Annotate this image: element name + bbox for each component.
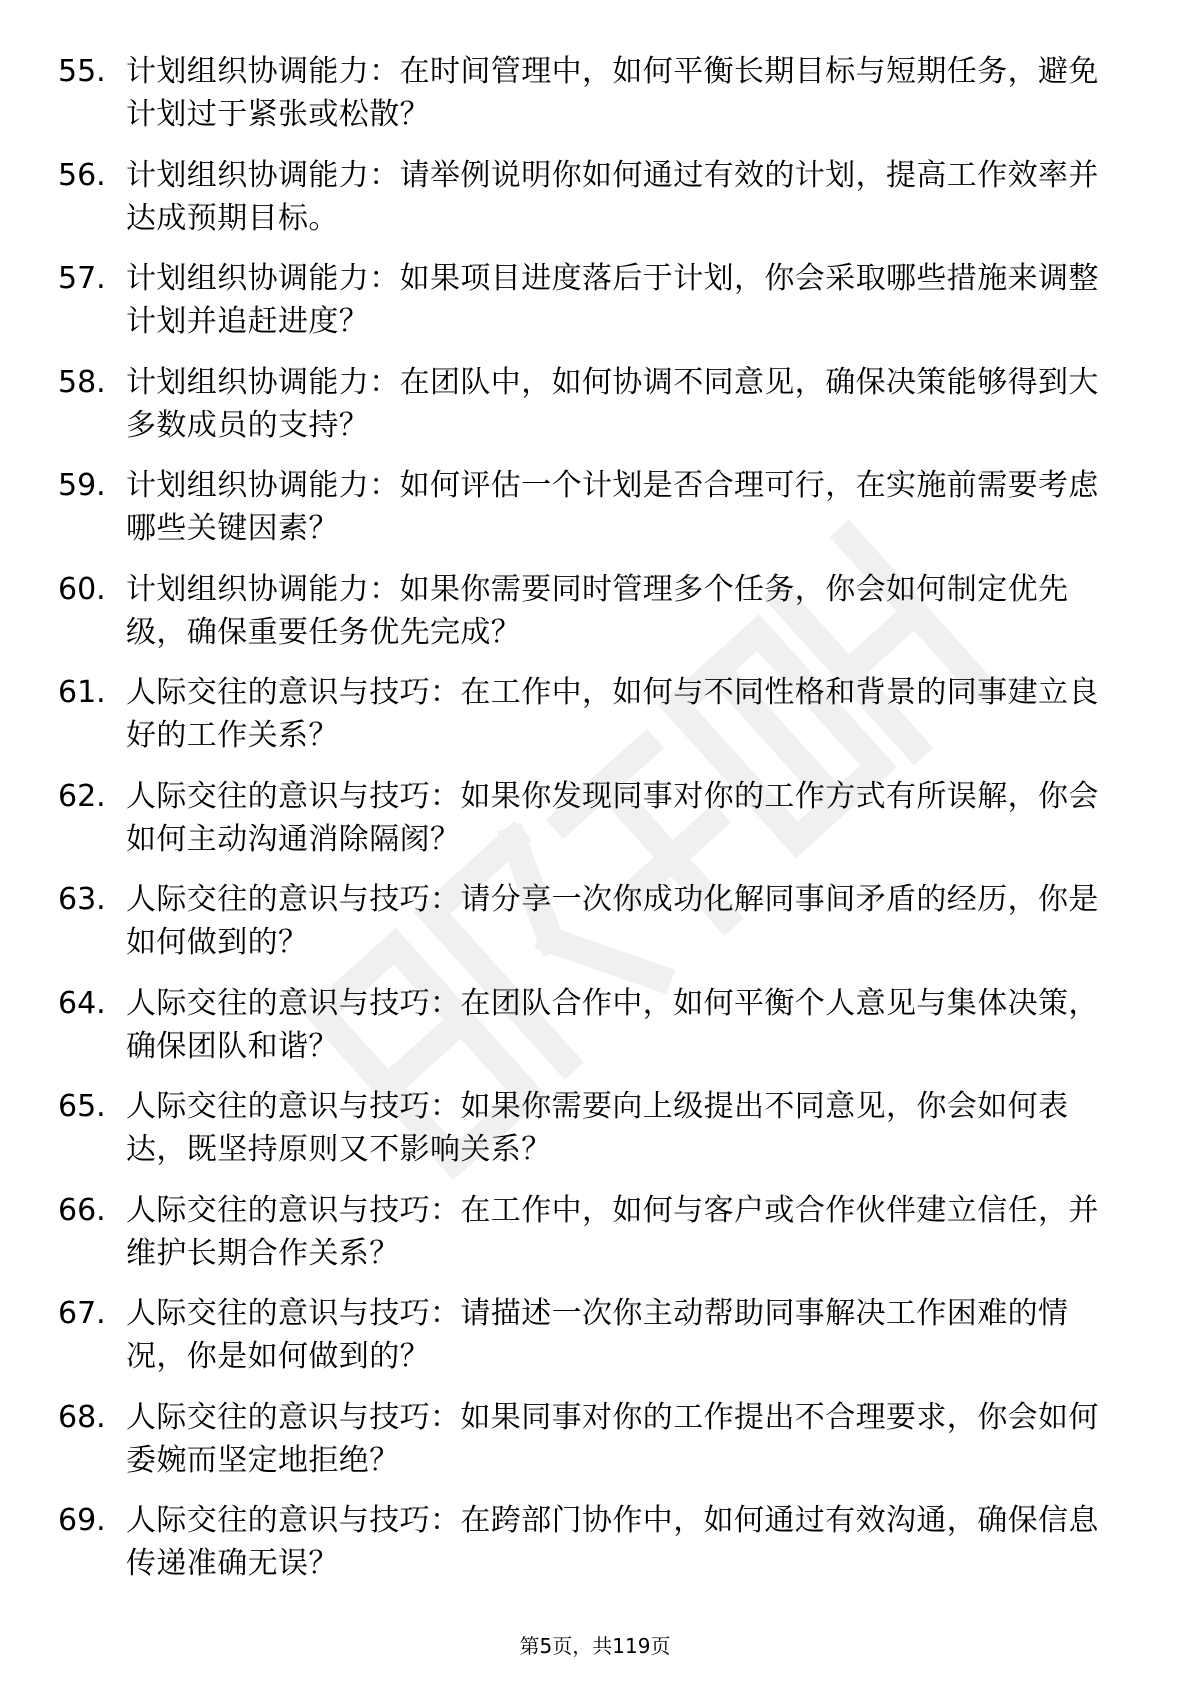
list-item xyxy=(58,775,1118,879)
page-footer xyxy=(0,1632,1190,1660)
list-item xyxy=(58,1396,1118,1500)
question-number: 65. xyxy=(58,1089,106,1124)
question-text: 人际交往的意识与技巧：如果你发现同事对你的工作方式有所误解，你会如何主动沟通消除隔阂？ xyxy=(126,778,1099,857)
list-item xyxy=(58,1292,1118,1396)
question-number: 57. xyxy=(58,261,106,296)
question-text: 计划组织协调能力：在团队中，如何协调不同意见，确保决策能够得到大多数成员的支持？ xyxy=(126,364,1099,443)
question-number: 63. xyxy=(58,882,106,917)
question-number: 55. xyxy=(58,54,106,89)
question-number: 59. xyxy=(58,468,106,503)
question-number: 68. xyxy=(58,1399,106,1435)
question-list xyxy=(58,50,1118,1603)
question-text: 人际交往的意识与技巧：如果同事对你的工作提出不合理要求，你会如何委婉而坚定地拒绝？ xyxy=(126,1399,1099,1478)
question-number: 66. xyxy=(58,1192,106,1228)
question-text: 人际交往的意识与技巧：在跨部门协作中，如何通过有效沟通，确保信息传递准确无误？ xyxy=(126,1503,1099,1581)
list-item xyxy=(58,464,1118,568)
question-text: 人际交往的意识与技巧：请分享一次你成功化解同事间矛盾的经历，你是如何做到的？ xyxy=(126,882,1099,960)
list-item xyxy=(58,1499,1118,1603)
list-item xyxy=(58,1085,1118,1189)
question-number: 64. xyxy=(58,985,106,1021)
question-number: 58. xyxy=(58,364,106,400)
question-text: 人际交往的意识与技巧：在团队合作中，如何平衡个人意见与集体决策，确保团队和谐？ xyxy=(126,985,1099,1064)
question-text: 计划组织协调能力：请举例说明你如何通过有效的计划，提高工作效率并达成预期目标。 xyxy=(126,157,1099,236)
question-number: 61. xyxy=(58,675,106,710)
page-number-label: 第5页，共119页 xyxy=(519,1634,671,1658)
list-item xyxy=(58,257,1118,361)
list-item xyxy=(58,671,1118,775)
question-text: 计划组织协调能力：如何评估一个计划是否合理可行，在实施前需要考虑哪些关键因素？ xyxy=(126,468,1099,546)
question-text: 计划组织协调能力：在时间管理中，如何平衡长期目标与短期任务，避免计划过于紧张或松散？ xyxy=(126,54,1099,132)
question-page xyxy=(58,50,1118,1603)
question-text: 计划组织协调能力：如果项目进度落后于计划，你会采取哪些措施来调整计划并追赶进度？ xyxy=(126,261,1099,339)
list-item xyxy=(58,154,1118,258)
question-text: 人际交往的意识与技巧：请描述一次你主动帮助同事解决工作困难的情况，你是如何做到的？ xyxy=(126,1296,1069,1374)
question-text: 人际交往的意识与技巧：在工作中，如何与客户或合作伙伴建立信任，并维护长期合作关系？ xyxy=(126,1192,1099,1271)
list-item xyxy=(58,361,1118,465)
question-number: 56. xyxy=(58,157,106,193)
question-text: 人际交往的意识与技巧：如果你需要向上级提出不同意见，你会如何表达，既坚持原则又不影响关系？ xyxy=(126,1089,1069,1167)
list-item xyxy=(58,982,1118,1086)
list-item xyxy=(58,50,1118,154)
question-text: 计划组织协调能力：如果你需要同时管理多个任务，你会如何制定优先级，确保重要任务优先完成？ xyxy=(126,571,1069,650)
question-number: 60. xyxy=(58,571,106,607)
list-item xyxy=(58,568,1118,672)
list-item xyxy=(58,1189,1118,1293)
question-text: 人际交往的意识与技巧：在工作中，如何与不同性格和背景的同事建立良好的工作关系？ xyxy=(126,675,1099,753)
question-number: 62. xyxy=(58,778,106,814)
question-number: 67. xyxy=(58,1296,106,1331)
question-number: 69. xyxy=(58,1503,106,1538)
list-item xyxy=(58,878,1118,982)
